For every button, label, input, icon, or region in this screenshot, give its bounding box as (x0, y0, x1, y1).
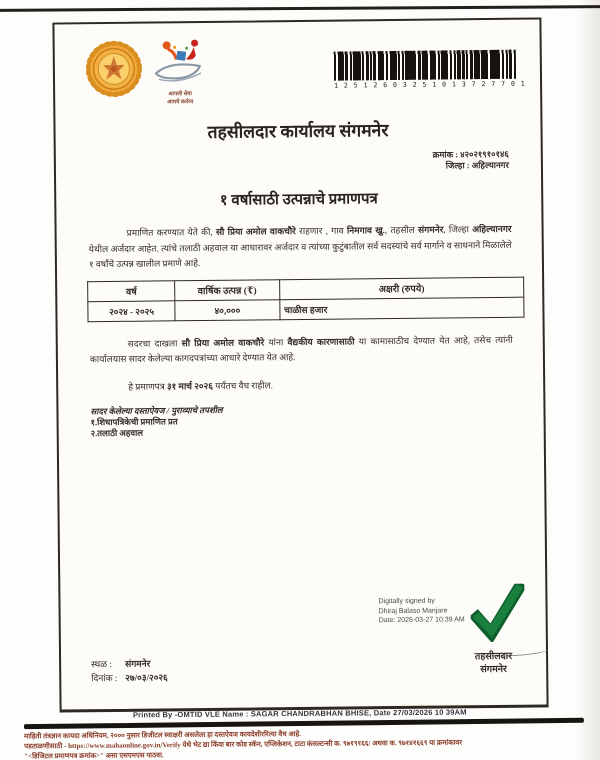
validity-date: ३१ मार्च २०२६ (166, 380, 213, 391)
para2-mid: यांना (264, 336, 288, 347)
para1-intro: प्रमाणित करण्यात येते की, (126, 226, 216, 238)
printed-by-line: Printed By -OMTID VLE Name : SAGAR CHANDRABHAN BHISE, Date 27/03/2026 10 39AM (132, 707, 467, 720)
income-table (87, 276, 524, 322)
column-header-in-words: अक्षरी (रुपये) (279, 277, 523, 300)
certificate-paragraph-2 (90, 332, 513, 367)
scan-artifact-line (0, 5, 600, 12)
date-row (91, 670, 168, 685)
para1-rest: येथील अर्जदार आहेत. त्यांचे तलाठी अहवाल या आधारावर अर्जदार व त्यांच्या कुटुंबातील सर्व सदस्यांचे सर्व मार्गाने व साधनाने मिळालेले १ वर्षांचे उत्पन्न खालील प्रमाणे आहे. (88, 239, 512, 270)
certificate-sheet (52, 17, 548, 712)
district-value: अहिल्यानगर (471, 159, 509, 171)
signatory-block (475, 651, 512, 677)
certificate-header (54, 19, 540, 107)
cell-amount-in-words: चाळीस हजार (280, 297, 524, 320)
office-title: तहसीलदार कार्यालय संगमनेर (207, 120, 389, 142)
legal-footer (24, 727, 582, 760)
barcode (334, 50, 526, 105)
para2-rest: या कामासाठीच देण्यात येत आहे, तसेच त्यांनी कार्यालयास सादर केलेल्या कागदपत्रांच्या आधारे देण्यात येत आहे. (89, 334, 513, 365)
digital-signature-block (378, 595, 548, 625)
reference-number-label: क्रमांक : (432, 149, 461, 160)
signatory-title: तहसीलदार (474, 651, 513, 663)
reference-number-value: ४२०२१९१०१४६ (460, 148, 509, 160)
para2-intro: सदरचा दाखला (127, 337, 182, 349)
signature-line-2: Dhiraj Balaso Manjare (378, 606, 448, 615)
para1-mid3: , जिल्हा (443, 224, 473, 235)
signature-line-3: Date: 2026-03-27 10:39 AM (378, 616, 465, 625)
place-date-block (91, 656, 168, 685)
column-header-year: वर्ष (88, 280, 175, 301)
district-label: जिल्हा : (445, 160, 472, 171)
footer-line-3: "<डिजिटल प्रमाणपत्र क्रमांक>" असा एसएमएस पाठवा. (24, 751, 164, 760)
document-item-2: २.तलाठी अहवाल (90, 427, 144, 439)
header-logos (85, 39, 210, 107)
para1-mid2: , तहसील (384, 224, 419, 236)
reference-block (56, 149, 509, 176)
logo-caption-line1: आपली सेवा (168, 91, 192, 98)
para2-name: सौ प्रिया अमोल वाकचौरे (181, 336, 265, 348)
applicant-village: निमगाव खु. (346, 225, 385, 236)
footer-line-2: पडताळणीसाठी - https://www.mahaonline.gov.in/Verify येथे भेट द्या किंवा बार कोड स्कॅन, एप्लिकेशन, टाटा कंसल्टन्सी क. ९७१९१६६/ अथवा क. ९७१४१६६९ या क्रमांकावर (24, 738, 463, 751)
certificate-paragraph-1 (89, 222, 512, 273)
applicant-tehsil: संगमनेर (418, 224, 444, 235)
aaple-sarkar-logo-icon (153, 39, 208, 91)
income-table-data-row (88, 297, 524, 322)
para1-mid1: राहणार , गाव (295, 225, 347, 237)
applicant-district: अहिल्यानगर (472, 223, 512, 235)
logo-caption-line2: आमचे कर्तव्य (167, 99, 194, 106)
government-seal-icon (85, 40, 144, 99)
signature-line-1: Digitally signed by (378, 597, 435, 606)
barcode-number: 1 2 5 1 2 6 0 3 2 5 1 0 1 3 7 2 7 7 0 1 (334, 79, 526, 90)
place-value: संगमनेर (125, 658, 151, 669)
date-label: दिनांक : (91, 672, 118, 684)
date-value: २७/०३/२०२६ (125, 672, 168, 683)
checkmark-icon (470, 584, 525, 643)
certificate-title: १ वर्षासाठी उत्पन्नाचे प्रमाणपत्र (219, 191, 378, 209)
document-item-1: १.शिधापत्रिकेची प्रमाणित प्रत (90, 415, 178, 427)
cell-annual-income: ४०,००० (175, 299, 280, 320)
page-footer-area (0, 706, 600, 760)
signatory-place: संगमनेर (480, 664, 507, 676)
validity-pre: हे प्रमाणपत्र (128, 380, 167, 392)
barcode-icon (334, 50, 516, 81)
validity-post: पर्यंतच वैध राहील. (212, 379, 273, 391)
place-label: स्थळ : (91, 658, 112, 670)
cell-year: २०२४ - २०२५ (88, 300, 175, 321)
para2-purpose: वैद्यकीय कारणासाठी (287, 335, 355, 347)
documents-heading: सादर केलेल्या दस्ताऐवज / पुराव्याचे तपशील (90, 404, 223, 416)
applicant-name: सौ प्रिया अमोल वाकचौरे (215, 226, 296, 237)
column-header-annual-income: वार्षिक उत्पन्न (₹) (175, 279, 280, 300)
aaple-sarkar-logo (151, 39, 210, 107)
place-row (91, 656, 168, 671)
validity-line (90, 375, 513, 392)
footer-line-1: माहिती तंत्रज्ञान कायदा अधिनियम, २००० नुसार डिजीटल स्वाक्षरी असलेला हा दस्तऐवज कायदेशीररित्या वैध आहे. (23, 729, 302, 741)
